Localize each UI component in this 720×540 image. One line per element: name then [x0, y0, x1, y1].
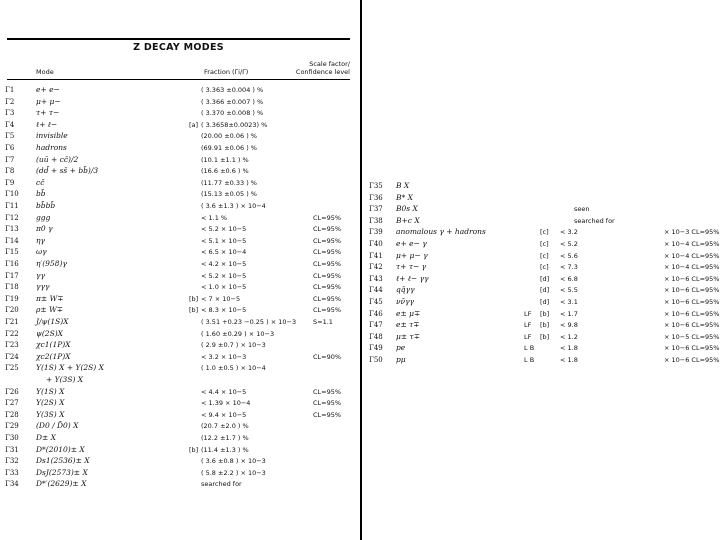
- decay-mode: γγγ: [36, 282, 50, 292]
- limit-and-cl: × 10−3 CL=95%: [664, 228, 720, 237]
- decay-mode: B X: [396, 181, 410, 190]
- decay-row: [0, 131, 358, 141]
- decay-row: [0, 213, 358, 223]
- decay-row: [0, 236, 358, 246]
- decay-mode: e± μ∓: [396, 308, 421, 318]
- decay-row: [0, 189, 358, 199]
- decay-row: [364, 355, 718, 365]
- footnote-ref: [d]: [540, 298, 550, 306]
- decay-mode: ψ(2S)X: [36, 328, 63, 338]
- footnote-ref: [b]: [540, 332, 550, 341]
- decay-mode: D± X: [36, 433, 57, 442]
- branching-fraction: ( 1.60 ±0.29 ) × 10−3: [201, 329, 275, 338]
- decay-mode: J/ψ(1S)X: [36, 317, 69, 326]
- gamma-index: Γ44: [369, 286, 383, 295]
- gamma-index: Γ8: [5, 167, 15, 176]
- branching-fraction: < 1.0 × 10−5: [201, 283, 247, 292]
- gamma-index: Γ47: [369, 321, 383, 330]
- decay-row: [364, 285, 718, 295]
- decay-row: [364, 251, 718, 261]
- decay-mode: B+c X: [396, 215, 420, 225]
- branching-fraction: searched for: [201, 480, 242, 489]
- decay-mode: pe: [396, 343, 406, 353]
- footnote-ref: [d]: [540, 274, 550, 283]
- gamma-index: Γ25: [5, 364, 19, 373]
- gamma-index: Γ43: [369, 274, 383, 283]
- decay-row: [0, 445, 358, 455]
- gamma-index: Γ29: [5, 422, 19, 431]
- conservation-tag: LF: [524, 321, 532, 330]
- branching-fraction: < 1.8: [560, 344, 578, 353]
- branching-fraction: (12.2 ±1.7 ) %: [201, 434, 249, 442]
- gamma-index: Γ17: [5, 271, 19, 280]
- gamma-index: Γ22: [5, 329, 19, 338]
- decay-row: [0, 387, 358, 397]
- decay-row: [0, 108, 358, 118]
- decay-mode: invisible: [36, 131, 68, 141]
- gamma-index: Γ23: [5, 341, 19, 350]
- footnote-ref: [b]: [540, 309, 550, 318]
- gamma-index: Γ39: [369, 228, 383, 237]
- decay-mode: D*(2010)± X: [36, 444, 85, 454]
- decay-mode: cc̄: [36, 177, 45, 187]
- branching-fraction: ( 2.9 ±0.7 ) × 10−3: [201, 341, 266, 350]
- decay-row: [0, 352, 358, 362]
- gamma-index: Γ13: [5, 225, 19, 234]
- limit-and-cl: × 10−4 CL=95%: [664, 263, 720, 272]
- gamma-index: Γ33: [5, 468, 19, 477]
- gamma-index: Γ31: [5, 445, 19, 454]
- branching-fraction: < 3.1: [560, 298, 578, 306]
- decay-row: [0, 329, 358, 339]
- gamma-index: Γ35: [369, 182, 383, 190]
- decay-row: [364, 216, 718, 226]
- decay-row: [0, 433, 358, 443]
- branching-fraction: seen: [574, 205, 590, 214]
- header-scale-line2: Confidence level: [295, 68, 350, 76]
- decay-mode: bb̄bb̄: [36, 201, 56, 210]
- branching-fraction: ( 3.6 ±0.8 ) × 10−3: [201, 457, 266, 466]
- decay-row: [364, 297, 718, 307]
- scale-factor: CL=95%: [313, 294, 342, 303]
- gamma-index: Γ48: [369, 332, 383, 341]
- decay-mode: (D0 / D̄0) X: [36, 421, 79, 431]
- decay-row: [364, 320, 718, 330]
- gamma-index: Γ36: [369, 193, 383, 202]
- decay-row: [0, 282, 358, 292]
- branching-fraction: < 7 × 10−5: [201, 294, 241, 303]
- decay-mode: B* X: [396, 192, 413, 202]
- gamma-index: Γ34: [5, 480, 19, 489]
- branching-fraction: < 8.3 × 10−5: [201, 306, 247, 315]
- branching-fraction: < 5.2: [560, 240, 578, 248]
- decay-mode: ηγ: [36, 235, 45, 245]
- branching-fraction: < 1.2: [560, 332, 578, 341]
- gamma-index: Γ26: [5, 387, 19, 396]
- limit-and-cl: × 10−6 CL=95%: [664, 321, 720, 330]
- decay-mode: χc1(1P)X: [36, 340, 71, 350]
- footnote-ref: [c]: [540, 240, 549, 248]
- decay-mode: (dd̄ + ss̄ + bb̄)/3: [36, 166, 99, 176]
- branching-fraction: ( 1.0 ±0.5 ) × 10−4: [201, 364, 266, 373]
- column-divider: [360, 0, 362, 540]
- gamma-index: Γ24: [5, 352, 19, 361]
- decay-row: [364, 204, 718, 214]
- gamma-index: Γ2: [5, 97, 15, 106]
- scale-factor: CL=95%: [313, 271, 342, 280]
- gamma-index: Γ41: [369, 251, 383, 260]
- decay-row: [0, 201, 358, 211]
- decay-mode: Υ(1S) X + Υ(2S) X: [36, 363, 104, 373]
- decay-mode: (uū + cc̄)/2: [36, 154, 79, 164]
- decay-row: [0, 468, 358, 478]
- footnote-ref: [b]: [189, 294, 199, 303]
- decay-row: [0, 398, 358, 408]
- gamma-index: Γ27: [5, 399, 19, 408]
- page-title: Z DECAY MODES: [133, 42, 224, 53]
- gamma-index: Γ5: [5, 132, 15, 141]
- branching-fraction: < 5.6: [560, 251, 578, 260]
- scale-factor: CL=95%: [313, 387, 342, 396]
- gamma-index: Γ28: [5, 410, 19, 419]
- decay-row: [364, 332, 718, 342]
- decay-row: [0, 155, 358, 165]
- gamma-index: Γ20: [5, 306, 19, 315]
- decay-row: [0, 456, 358, 466]
- branching-fraction: < 4.2 × 10−5: [201, 260, 247, 268]
- decay-row: [0, 271, 358, 281]
- scale-factor: CL=95%: [313, 236, 342, 245]
- top-rule: [7, 38, 350, 40]
- limit-and-cl: × 10−6 CL=95%: [664, 286, 720, 295]
- decay-mode: Υ(2S) X: [36, 398, 65, 408]
- decay-mode: e± τ∓: [396, 320, 420, 330]
- decay-mode: bb̄: [36, 189, 46, 199]
- limit-and-cl: × 10−6 CL=95%: [664, 298, 720, 306]
- branching-fraction: ( 5.8 ±2.2 ) × 10−3: [201, 468, 266, 477]
- footnote-ref: [c]: [540, 251, 549, 260]
- gamma-index: Γ19: [5, 294, 19, 303]
- branching-fraction: < 6.5 × 10−4: [201, 248, 247, 257]
- scale-factor: CL=95%: [313, 399, 342, 408]
- branching-fraction: ( 3.370 ±0.008 ) %: [201, 109, 264, 118]
- branching-fraction: < 5.1 × 10−5: [201, 236, 247, 245]
- scale-factor: CL=95%: [313, 410, 342, 419]
- decay-mode: hadrons: [36, 143, 67, 152]
- gamma-index: Γ4: [5, 120, 15, 129]
- branching-fraction: (20.7 ±2.0 ) %: [201, 422, 249, 431]
- branching-fraction: < 3.2: [560, 228, 578, 237]
- decay-row: [0, 97, 358, 107]
- decay-row: [0, 317, 358, 327]
- branching-fraction: ( 3.366 ±0.007 ) %: [201, 97, 264, 106]
- branching-fraction: ( 3.6 ±1.3 ) × 10−4: [201, 202, 266, 210]
- decay-row: [0, 143, 358, 153]
- branching-fraction: (10.1 ±1.1 ) %: [201, 155, 249, 164]
- header-mode: Mode: [36, 68, 54, 76]
- decay-row: [0, 166, 358, 176]
- decay-row: [0, 421, 358, 431]
- gamma-index: Γ12: [5, 213, 19, 222]
- gamma-index: Γ7: [5, 155, 15, 164]
- conservation-tag: L B: [524, 356, 535, 364]
- branching-fraction: < 5.5: [560, 286, 578, 295]
- decay-mode: Ds1(2536)± X: [36, 456, 90, 466]
- branching-fraction: ( 3.51 +0.23 −0.25 ) × 10−3: [201, 318, 297, 326]
- decay-row: [364, 274, 718, 284]
- limit-and-cl: × 10−6 CL=95%: [664, 356, 720, 364]
- decay-mode: μ+ μ−: [36, 96, 61, 106]
- footnote-ref: [a]: [189, 120, 199, 129]
- limit-and-cl: × 10−5 CL=95%: [664, 332, 720, 341]
- decay-mode: μ± τ∓: [396, 331, 420, 341]
- branching-fraction: < 6.8: [560, 274, 578, 283]
- decay-row: [364, 239, 718, 249]
- branching-fraction: (11.77 ±0.33 ) %: [201, 178, 257, 187]
- decay-mode: τ+ τ−: [36, 108, 60, 118]
- footnote-ref: [b]: [189, 445, 199, 454]
- decay-row: [0, 120, 358, 130]
- decay-mode: anomalous γ + hadrons: [396, 227, 486, 237]
- decay-row: [364, 181, 718, 191]
- decay-mode: ℓ+ ℓ−: [36, 119, 58, 129]
- decay-row: [364, 193, 718, 203]
- decay-mode: e+ e−: [36, 85, 60, 94]
- footnote-ref: [d]: [540, 286, 550, 295]
- decay-mode: B0s X: [396, 204, 418, 214]
- branching-fraction: < 9.8: [560, 321, 578, 330]
- decay-row: [0, 305, 358, 315]
- gamma-index: Γ50: [369, 356, 383, 364]
- branching-fraction: (15.13 ±0.05 ) %: [201, 190, 257, 199]
- decay-mode: e+ e− γ: [396, 239, 427, 248]
- gamma-index: Γ14: [5, 236, 19, 245]
- decay-mode: ggg: [36, 212, 51, 222]
- decay-row: [0, 224, 358, 234]
- decay-mode: ωγ: [36, 247, 47, 257]
- decay-row: [0, 247, 358, 257]
- scale-factor: CL=95%: [313, 213, 342, 222]
- branching-fraction: < 1.8: [560, 356, 578, 364]
- branching-fraction: (20.00 ±0.06 ) %: [201, 132, 257, 141]
- decay-row: [0, 375, 358, 385]
- decay-row: [0, 294, 358, 304]
- decay-mode: DsJ(2573)± X: [36, 467, 88, 477]
- branching-fraction: < 5.2 × 10−5: [201, 225, 247, 234]
- branching-fraction: < 1.7: [560, 309, 578, 318]
- branching-fraction: < 4.4 × 10−5: [201, 387, 247, 396]
- gamma-index: Γ6: [5, 144, 15, 152]
- branching-fraction: < 7.3: [560, 263, 578, 272]
- gamma-index: Γ10: [5, 190, 19, 199]
- decay-row: [364, 262, 718, 272]
- scale-factor: CL=95%: [313, 283, 342, 292]
- gamma-index: Γ16: [5, 260, 19, 268]
- gamma-index: Γ32: [5, 457, 19, 466]
- scale-factor: CL=95%: [313, 260, 342, 268]
- conservation-tag: LF: [524, 309, 532, 318]
- decay-row: [364, 227, 718, 237]
- decay-mode: τ+ τ− γ: [396, 262, 427, 272]
- gamma-index: Γ30: [5, 434, 19, 442]
- gamma-index: Γ42: [369, 263, 383, 272]
- decay-row: [0, 410, 358, 420]
- conservation-tag: LF: [524, 332, 532, 341]
- gamma-index: Γ3: [5, 109, 15, 118]
- gamma-index: Γ11: [5, 202, 19, 210]
- branching-fraction: < 9.4 × 10−5: [201, 410, 247, 419]
- decay-mode: + Υ(3S) X: [46, 375, 84, 384]
- header-scale-line1: Scale factor/: [309, 60, 350, 68]
- decay-row: [0, 85, 358, 95]
- conservation-tag: L B: [524, 344, 535, 353]
- footnote-ref: [b]: [540, 321, 550, 330]
- scale-factor: CL=95%: [313, 306, 342, 315]
- scale-factor: CL=95%: [313, 248, 342, 257]
- gamma-index: Γ15: [5, 248, 19, 257]
- limit-and-cl: × 10−4 CL=95%: [664, 251, 720, 260]
- gamma-index: Γ38: [369, 216, 383, 225]
- gamma-index: Γ49: [369, 344, 383, 353]
- branching-fraction: (16.6 ±0.6 ) %: [201, 167, 249, 176]
- limit-and-cl: × 10−6 CL=95%: [664, 344, 720, 353]
- decay-mode: pμ: [396, 355, 406, 364]
- decay-row: [0, 259, 358, 269]
- branching-fraction: ( 3.363 ±0.004 ) %: [201, 86, 264, 94]
- footnote-ref: [c]: [540, 228, 549, 237]
- decay-mode: π0 γ: [36, 224, 53, 234]
- decay-mode: Υ(3S) X: [36, 409, 65, 419]
- limit-and-cl: × 10−6 CL=95%: [664, 274, 720, 283]
- branching-fraction: ( 3.3658±0.0023) %: [201, 120, 268, 129]
- header-rule: [7, 79, 350, 80]
- limit-and-cl: × 10−4 CL=95%: [664, 240, 720, 248]
- decay-mode: η′(958)γ: [36, 259, 67, 268]
- decay-row: [0, 479, 358, 489]
- header-fraction: Fraction (Γi/Γ): [204, 68, 249, 76]
- branching-fraction: searched for: [574, 216, 615, 225]
- branching-fraction: < 1.39 × 10−4: [201, 399, 251, 408]
- decay-row: [0, 363, 358, 373]
- gamma-index: Γ46: [369, 309, 383, 318]
- gamma-index: Γ37: [369, 205, 383, 214]
- gamma-index: Γ45: [369, 298, 383, 306]
- decay-mode: ρ± W∓: [36, 305, 64, 315]
- decay-mode: π± W∓: [36, 293, 64, 303]
- branching-fraction: < 1.1 %: [201, 213, 228, 222]
- decay-row: [364, 309, 718, 319]
- decay-mode: νν̄γγ: [396, 297, 415, 306]
- decay-mode: χc2(1P)X: [36, 351, 71, 361]
- gamma-index: Γ1: [5, 86, 15, 94]
- footnote-ref: [b]: [189, 306, 199, 315]
- decay-mode: ℓ+ ℓ− γγ: [396, 273, 429, 283]
- gamma-index: Γ40: [369, 240, 383, 248]
- decay-row: [364, 343, 718, 353]
- branching-fraction: (69.91 ±0.06 ) %: [201, 144, 257, 152]
- branching-fraction: < 3.2 × 10−3: [201, 352, 247, 361]
- decay-mode: Υ(1S) X: [36, 386, 65, 396]
- footnote-ref: [c]: [540, 263, 549, 272]
- header-scale-factor: [296, 60, 350, 76]
- decay-row: [0, 178, 358, 188]
- scale-factor: CL=95%: [313, 225, 342, 234]
- decay-mode: μ+ μ− γ: [396, 250, 428, 260]
- gamma-index: Γ21: [5, 318, 19, 326]
- decay-mode: D*′(2629)± X: [36, 479, 87, 489]
- branching-fraction: < 5.2 × 10−5: [201, 271, 247, 280]
- limit-and-cl: × 10−6 CL=95%: [664, 309, 720, 318]
- branching-fraction: (11.4 ±1.3 ) %: [201, 445, 249, 454]
- decay-row: [0, 340, 358, 350]
- scale-factor: S=1.1: [313, 318, 333, 326]
- decay-mode: γγ: [36, 270, 45, 280]
- scale-factor: CL=90%: [313, 352, 342, 361]
- decay-mode: qq̄γγ: [396, 285, 415, 295]
- gamma-index: Γ9: [5, 178, 15, 187]
- gamma-index: Γ18: [5, 283, 19, 292]
